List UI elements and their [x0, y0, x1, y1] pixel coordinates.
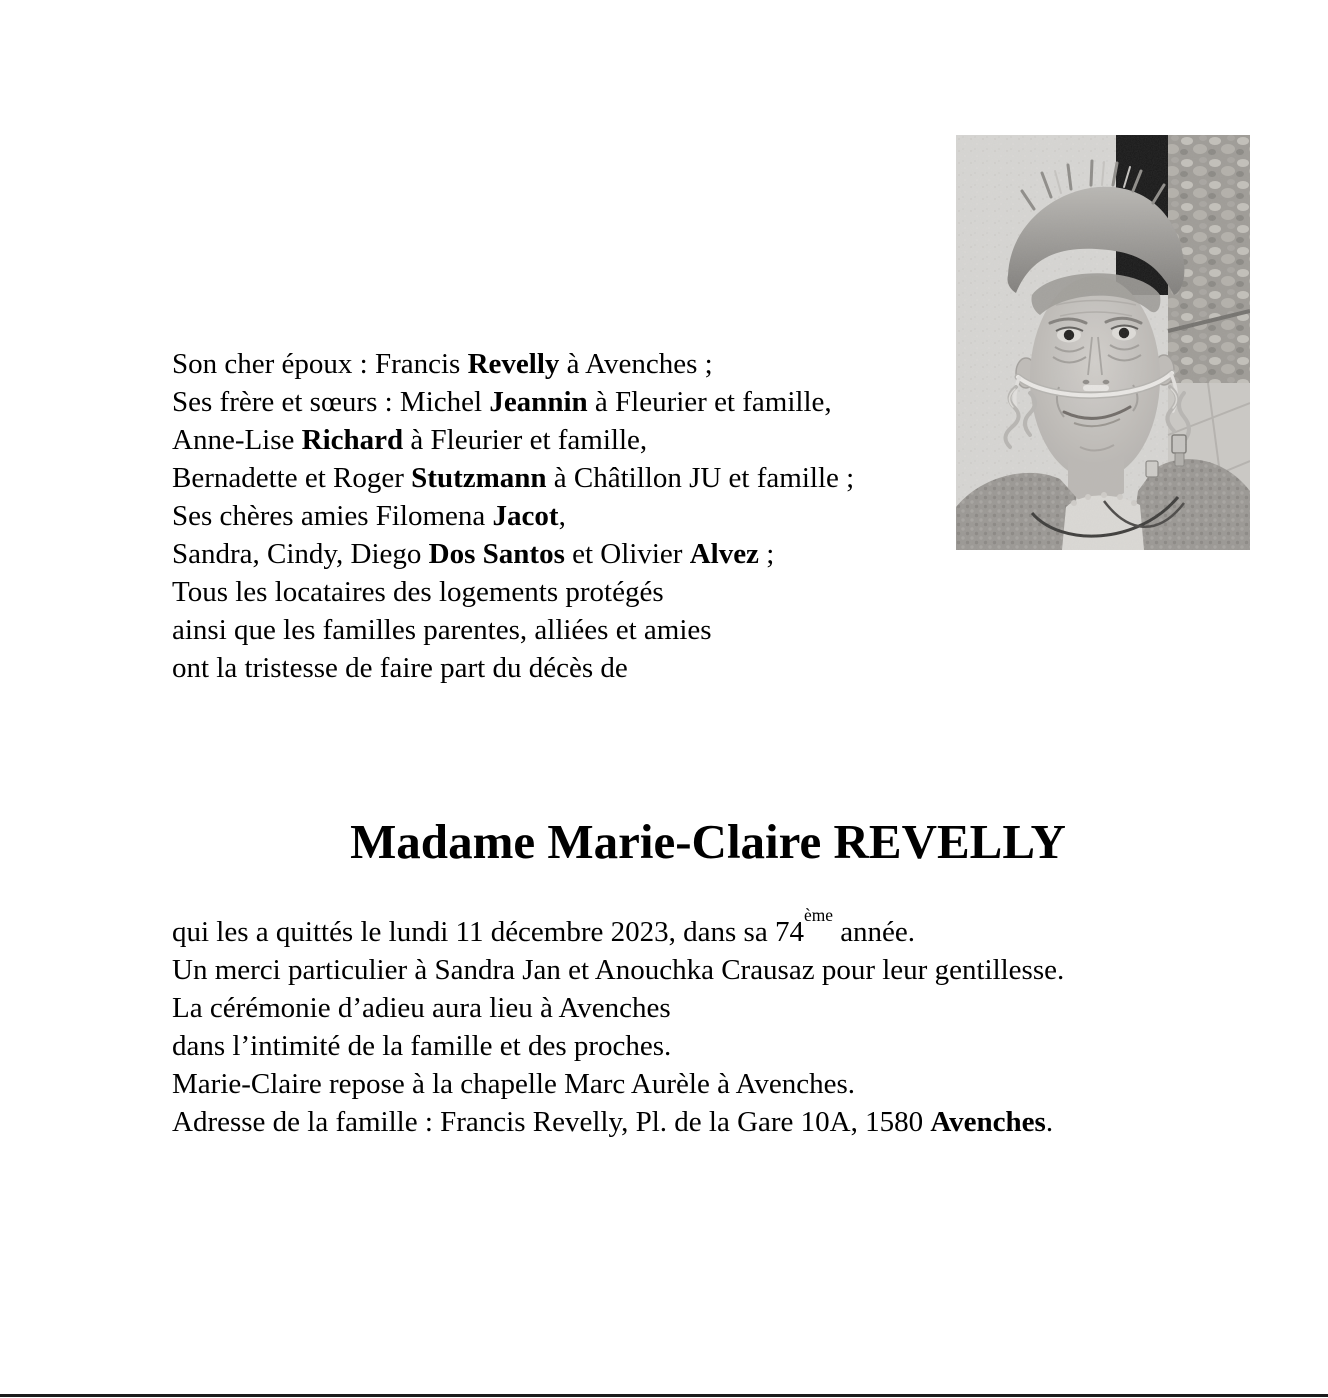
intro-block [172, 345, 854, 687]
portrait-photo [956, 135, 1250, 550]
intro-line: ainsi que les familles parentes, alliées et amies [172, 614, 712, 646]
deceased-name-title: Madame Marie-Claire REVELLY [350, 813, 1066, 869]
intro-line: Sandra, Cindy, Diego Dos Santos et Olivier Alvez ; [172, 538, 775, 570]
detail-line: dans l’intimité de la famille et des proches. [172, 1030, 672, 1062]
intro-line: Ses chères amies Filomena Jacot, [172, 500, 566, 532]
portrait-photo-graphic [956, 135, 1250, 550]
intro-line: Tous les locataires des logements protégés [172, 576, 664, 608]
intro-line: Bernadette et Roger Stutzmann à Châtillon JU et famille ; [172, 462, 855, 494]
intro-line: Son cher époux : Francis Revelly à Avenches ; [172, 348, 713, 380]
detail-line: qui les a quittés le lundi 11 décembre 2023, dans sa 74ème année. [172, 904, 916, 948]
intro-line: Anne-Lise Richard à Fleurier et famille, [172, 424, 648, 456]
detail-line: Un merci particulier à Sandra Jan et Anouchka Crausaz pour leur gentillesse. [172, 954, 1065, 986]
details-block [172, 904, 1065, 1141]
detail-line: Marie-Claire repose à la chapelle Marc Aurèle à Avenches. [172, 1068, 856, 1100]
detail-line: Adresse de la famille : Francis Revelly, Pl. de la Gare 10A, 1580 Avenches. [172, 1106, 1054, 1138]
page-bottom-rule [0, 1394, 1328, 1397]
detail-line: La cérémonie d’adieu aura lieu à Avenches [172, 992, 671, 1024]
intro-line: Ses frère et sœurs : Michel Jeannin à Fleurier et famille, [172, 386, 832, 418]
intro-line: ont la tristesse de faire part du décès de [172, 652, 628, 684]
